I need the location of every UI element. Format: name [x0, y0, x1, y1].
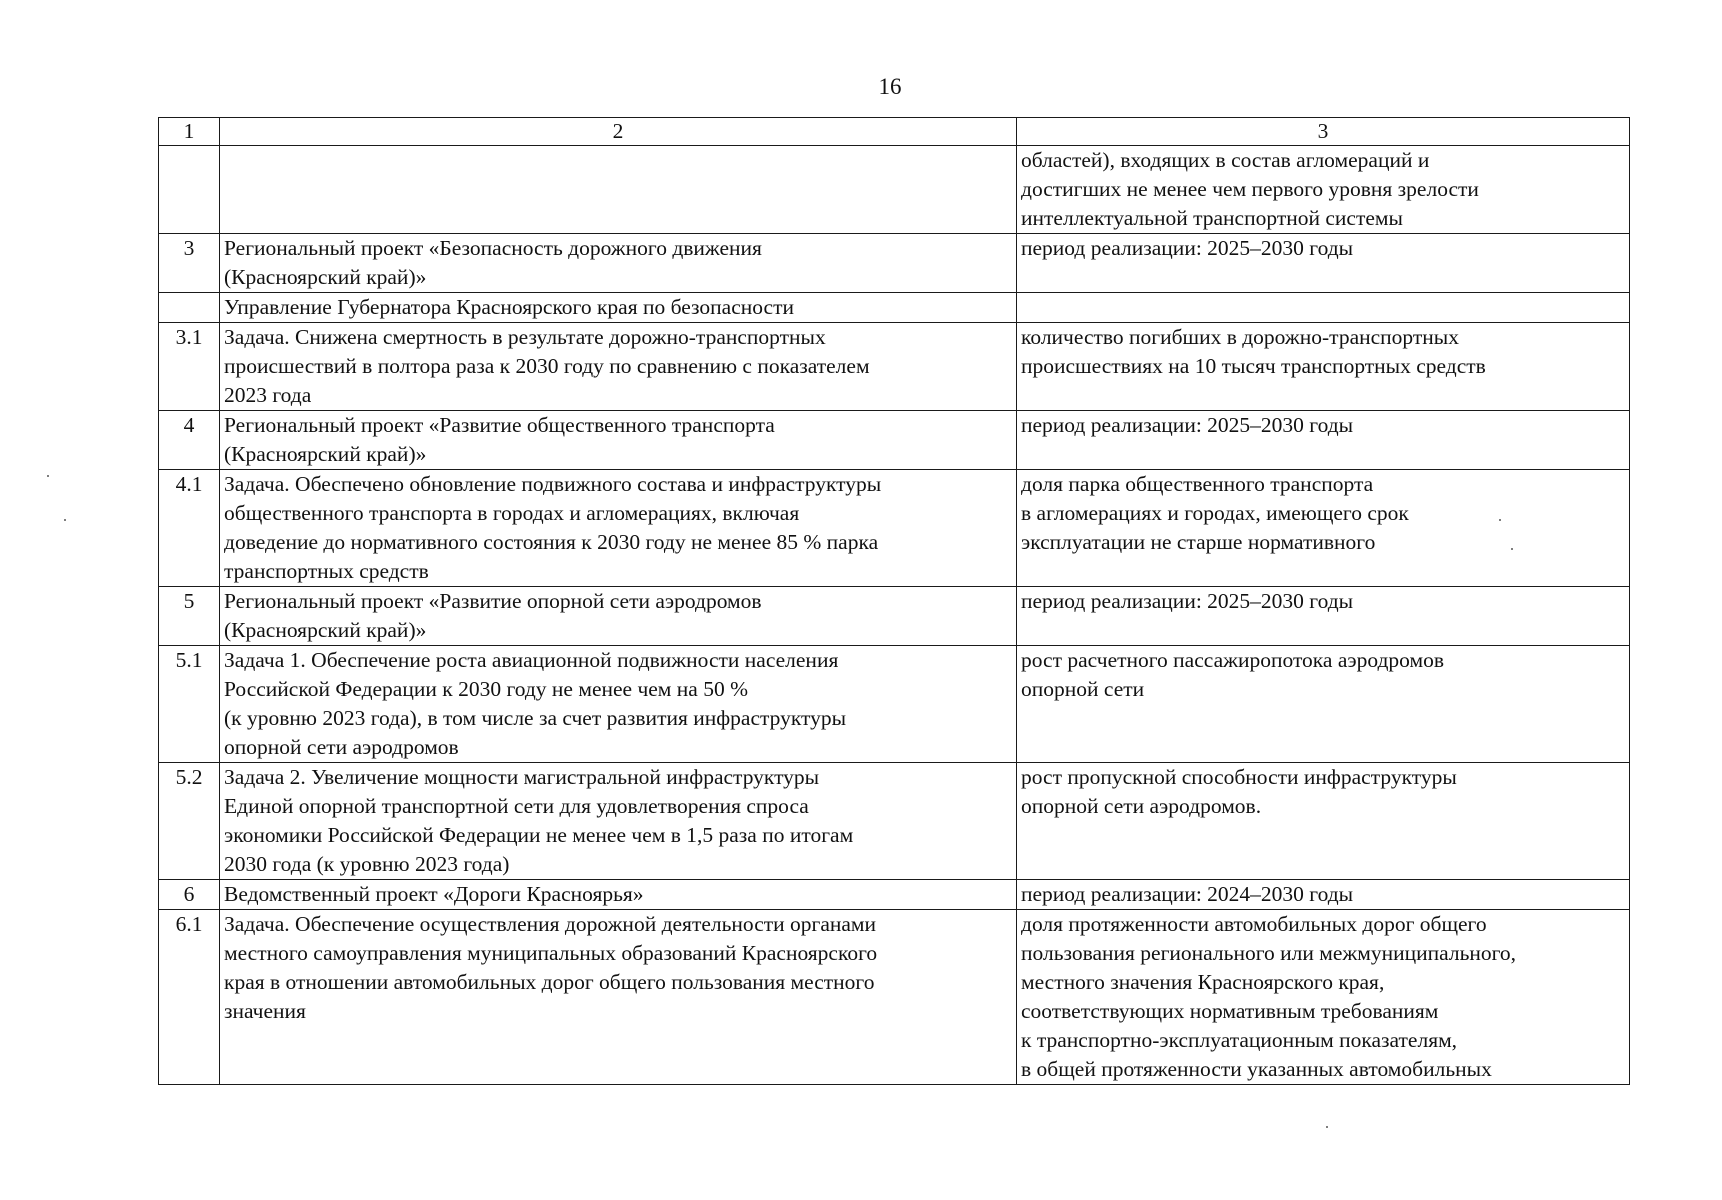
indicator-cell: доля парка общественного транспорта в агломерациях и городах, имеющего срок эксплуатации не старше нормативного	[1017, 470, 1630, 587]
table-row	[159, 411, 1630, 470]
table-row	[159, 234, 1630, 293]
table-row	[159, 910, 1630, 1085]
scan-speck	[1499, 519, 1501, 521]
scan-speck	[64, 519, 66, 521]
table-row	[159, 763, 1630, 880]
indicator-cell: рост пропускной способности инфраструктуры опорной сети аэродромов.	[1017, 763, 1630, 880]
indicators-table	[158, 117, 1630, 1085]
row-number-cell	[159, 146, 220, 234]
table-row	[159, 646, 1630, 763]
task-cell: Задача 1. Обеспечение роста авиационной подвижности населения Российской Федерации к 2030 году не менее чем на 50 % (к уровню 2023 года), в том числе за счет развития инфраструктуры опорной сети аэродромов	[220, 646, 1017, 763]
indicator-cell	[1017, 293, 1630, 323]
table-header-row	[159, 118, 1630, 146]
page-number: 16	[878, 74, 902, 99]
indicator-cell: доля протяженности автомобильных дорог общего пользования регионального или межмуниципального, местного значения Красноярского края, соответствующих нормативным требованиям к транспортно-эксплуатационным показателям, в общей протяженности указанных автомобильных	[1017, 910, 1630, 1085]
indicator-cell: областей), входящих в состав агломераций и достигших не менее чем первого уровня зрелости интеллектуальной транспортной системы	[1017, 146, 1630, 234]
header-col-2: 2	[220, 118, 1017, 146]
task-cell: Задача. Обеспечение осуществления дорожной деятельности органами местного самоуправления муниципальных образований Красноярского края в отношении автомобильных дорог общего пользования местного значения	[220, 910, 1017, 1085]
scan-speck	[1511, 548, 1513, 550]
task-cell: Региональный проект «Развитие общественного транспорта (Красноярский край)»	[220, 411, 1017, 470]
row-number-cell: 4.1	[159, 470, 220, 587]
task-cell: Региональный проект «Безопасность дорожного движения (Красноярский край)»	[220, 234, 1017, 293]
scan-speck	[47, 475, 49, 477]
row-number-cell: 5	[159, 587, 220, 646]
scan-speck	[1326, 1126, 1328, 1128]
task-cell	[220, 146, 1017, 234]
row-number-cell: 6	[159, 880, 220, 910]
header-col-3: 3	[1017, 118, 1630, 146]
row-number-cell: 5.2	[159, 763, 220, 880]
table-row	[159, 587, 1630, 646]
task-cell: Управление Губернатора Красноярского края по безопасности	[220, 293, 1017, 323]
row-number-cell: 6.1	[159, 910, 220, 1085]
indicator-cell: период реализации: 2024–2030 годы	[1017, 880, 1630, 910]
row-number-cell: 3.1	[159, 323, 220, 411]
row-number-cell	[159, 293, 220, 323]
task-cell: Ведомственный проект «Дороги Красноярья»	[220, 880, 1017, 910]
indicator-cell: период реализации: 2025–2030 годы	[1017, 234, 1630, 293]
indicator-cell: период реализации: 2025–2030 годы	[1017, 587, 1630, 646]
row-number-cell: 3	[159, 234, 220, 293]
task-cell: Задача. Снижена смертность в результате дорожно-транспортных происшествий в полтора раза к 2030 году по сравнению с показателем 2023 года	[220, 323, 1017, 411]
indicator-cell: рост расчетного пассажиропотока аэродромов опорной сети	[1017, 646, 1630, 763]
table-row	[159, 470, 1630, 587]
table-row	[159, 293, 1630, 323]
table-row	[159, 146, 1630, 234]
row-number-cell: 5.1	[159, 646, 220, 763]
task-cell: Задача. Обеспечено обновление подвижного состава и инфраструктуры общественного транспорта в городах и агломерациях, включая доведение до нормативного состояния к 2030 году не менее 85 % парка транспортных средств	[220, 470, 1017, 587]
row-number-cell: 4	[159, 411, 220, 470]
table-row	[159, 323, 1630, 411]
indicator-cell: количество погибших в дорожно-транспортных происшествиях на 10 тысяч транспортных средств	[1017, 323, 1630, 411]
task-cell: Задача 2. Увеличение мощности магистральной инфраструктуры Единой опорной транспортной сети для удовлетворения спроса экономики Российской Федерации не менее чем в 1,5 раза по итогам 2030 года (к уровню 2023 года)	[220, 763, 1017, 880]
table-row	[159, 880, 1630, 910]
indicator-cell: период реализации: 2025–2030 годы	[1017, 411, 1630, 470]
task-cell: Региональный проект «Развитие опорной сети аэродромов (Красноярский край)»	[220, 587, 1017, 646]
header-col-1: 1	[159, 118, 220, 146]
